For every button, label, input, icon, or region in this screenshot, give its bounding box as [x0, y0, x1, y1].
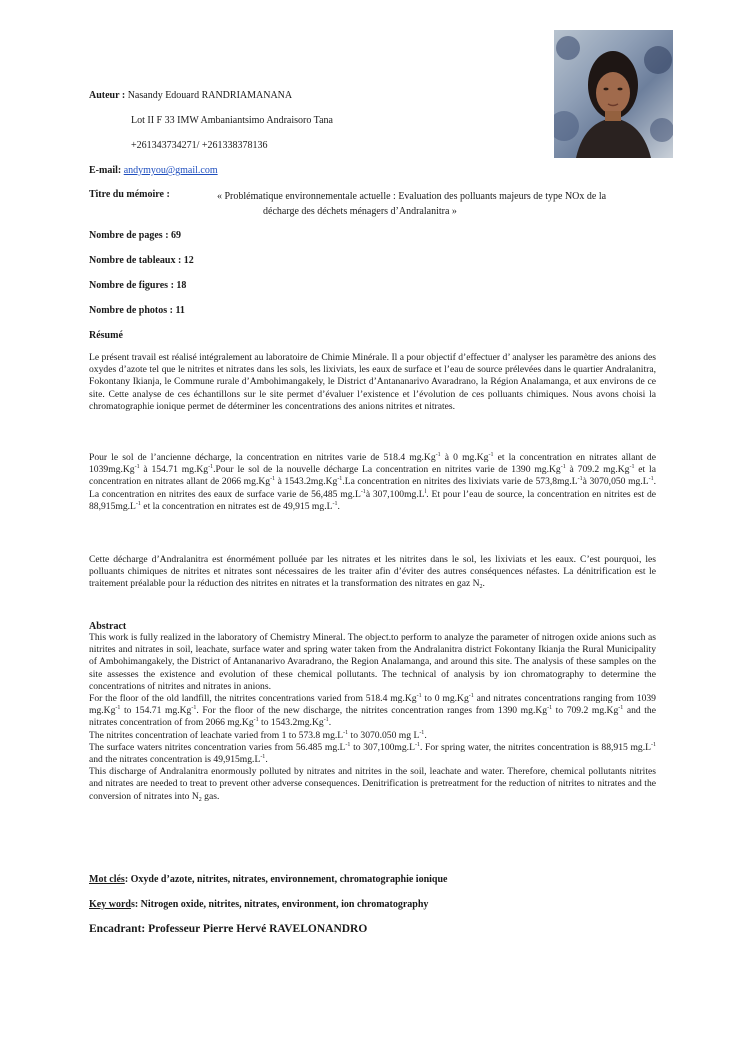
resume-p3: Cette décharge d’Andralanitra est énormément polluée par les nitrates et les nitrites dans le sol, les lixiviats et les eaux. C’est pourquoi, les polluants chimiques de nitrites et nitrates sont nécessaires de les traiter afin d’éviter des autres conséquences néfastes. La dénitrification est le traitement préalable pour la réduction des nitrites en nitrates et la transformation des nitrates en gaz N — [89, 554, 656, 590]
keywords-en-label: Key word — [89, 899, 131, 910]
photos-count: Nombre de photos : 11 — [89, 305, 185, 316]
author-phone: +261343734271/ +261338378136 — [131, 140, 268, 151]
email-label: E-mail: — [89, 165, 122, 176]
abstract-heading: Abstract — [89, 621, 127, 632]
author-line — [89, 89, 292, 102]
email-link[interactable]: andymyou@gmail.com — [123, 165, 218, 176]
resume-p2: Pour le sol de l’ancienne décharge, la concentration en nitrites varie de 518.4 $mg.Kg^{-1}$ à 0 $mg.Kg^{-1}$ et la concentration en nitrates allant de $1039mg.Kg^{-1}$ à 154.71 $mg.Kg^{-1}.Pour$ le sol de la nouvelle décharge La concentration en nitrites varie de 1390 $mg.Kg^{-1}$ à 709.2 $mg.Kg^{-1}$ et la concentration en nitrates allant de 2066 $mg.Kg^{-1}$ à $1543.2mg.Kg^{-1}.La$ concentration en nitrites des lixiviats varie de $573,8mg.L^{-1}à$ 3070,050 $mg.L^{-1}$. La concentration en nitrites des eaux de surface varie de 56,485 $mg.L^{-1}à$ $307,100mg.L^l$. Et pour l’eau de source, la concentration en nitrites est de $88,915mg.L^{-1}$ et la concentration en nitrates est de 49,915 $mg.L^{-1}$. — [89, 452, 656, 512]
author-address: Lot II F 33 IMW Ambaniantsimo Andraisoro Tana — [131, 115, 333, 126]
author-name: Nasandy Edouard RANDRIAMANANA — [127, 90, 293, 101]
abstract-p5: This discharge of Andralanitra enormously polluted by nitrates and nitrites in the soil, leachate and water. Therefore, chemical pollutants nitrites and nitrates are needed to treat to prevent other adverse consequences. Denitrification is pretreatment for the reduction of nitrites to nitrates and the conversion of nitrates into N — [89, 766, 656, 802]
resume-heading: Résumé — [89, 330, 123, 341]
author-label: Auteur : — [89, 90, 126, 101]
abstract-body: This work is fully realized in the laboratory of Chemistry Mineral. The object.to perform to analyze the parameter of nitrogen oxide anions such as nitrites and nitrates in soil, leachate, surface water and spring water taken from the Andralanitra district Fokontany Ikianja the Rural Municipality of Ambohimangakely, the District of Antananarivo Avaradrano, the Region Analamanga, and around this site. The analysis of these samples on the site assesses the existence and evolution of these chemical pollutants. The technical of analysis by ion chromatography to determine the concentrations of nitrites and nitrates in anions. For the floor of the old landfill, the nitrites concentrations varied from 518.4 $mg.Kg^{-1}$ to 0 $mg.Kg^{-1}$ and nitrates concentrations ranging from 1039 $mg.Kg^{-1}$ to 154.71 $mg.Kg^{-1}$. For the floor of the new discharge, the nitrites concentration ranges from 1390 $mg.Kg^{-1}$ to 709.2 $mg.Kg^{-1}$ and the nitrates concentration of from 2066 $mg.Kg^{-1}$ to $1543.2mg.Kg^{-1}$. The nitrites concentration of leachate varied from 1 to 573.8 $mg.L^{-1}$ to 3070.050 mg $L^{-1}$. The surface waters nitrites concentration varies from 56.485 $mg.L^{-1}$ to $307,100mg.L^{-1}$. For spring water, the nitrites concentration is 88,915 $mg.L^{-1}$ and the nitrates concentration is $49,915mg.L^{-1}$. This discharge of Andralanitra enormously polluted by nitrates and nitrites in the soil, leachate and water. Therefore, chemical pollutants nitrites and nitrates are needed to treat to prevent other adverse consequences. Denitrification is pretreatment for the reduction of nitrites to nitrates and the conversion of nitrates into $N_2$ gas. — [89, 632, 656, 803]
keywords-en — [89, 898, 428, 911]
memoire-title — [217, 189, 657, 219]
abstract-p2: For the floor of the old landfill, the nitrites concentrations varied from 518.4 $mg.Kg^{-1}$ to 0 $mg.Kg^{-1}$ and nitrates concentrations ranging from 1039 $mg.Kg^{-1}$ to 154.71 $mg.Kg^{-1}$. For the floor of the new discharge, the nitrites concentration ranges from 1390 $mg.Kg^{-1}$ to 709.2 $mg.Kg^{-1}$ and the nitrates concentration of from 2066 $mg.Kg^{-1}$ to $1543.2mg.Kg^{-1}$. — [89, 693, 656, 729]
email-line — [89, 164, 218, 177]
resume-paragraph-3: Cette décharge d’Andralanitra est énormément polluée par les nitrates et les nitrites dans le sol, les lixiviats et les eaux. C’est pourquoi, les polluants chimiques de nitrites et nitrates sont nécessaires de les traiter afin d’éviter des autres conséquences néfastes. La dénitrification est le traitement préalable pour la réduction des nitrites en nitrates et la transformation des nitrates en gaz $N_2$. — [89, 554, 656, 591]
memoire-title-line2: décharge des déchets ménagers d’Andralanitra » — [263, 206, 457, 217]
figures-count: Nombre de figures : 18 — [89, 280, 187, 291]
keywords-fr — [89, 873, 447, 886]
pages-count: Nombre de pages : 69 — [89, 230, 182, 241]
resume-p1: Le présent travail est réalisé intégralement au laboratoire de Chimie Minérale. Il a pour objectif d’effectuer d’ analyser les paramètre des anions des oxydes d’azote tel que le nitrites et nitrates dans les sols, les lixiviats, les eaux de surface et l’eau de source prélevées dans le quartier Andralanitra, Fokontany Ikianja, le Commune rurale d’Ambohimangakely, le District d’Antananarivo Avaradrano, la Région Analamanga, et aux environs de ce site. Cette analyse de ces échantillons sur le site permet d’évaluer l’existence et l’évolution de ces polluants chimiques. Nous avons choisi la chromatographie ionique permet de déterminer les concentrations des anions nitrites et nitrates. — [89, 352, 656, 412]
abstract-p4: The surface waters nitrites concentration varies from 56.485 $mg.L^{-1}$ to $307,100mg.L^{-1}$. For spring water, the nitrites concentration is 88,915 $mg.L^{-1}$ and the nitrates concentration is $49,915mg.L^{-1}$. — [89, 741, 656, 766]
abstract-p1: This work is fully realized in the laboratory of Chemistry Mineral. The object.to perform to analyze the parameter of nitrogen oxide anions such as nitrites and nitrates in soil, leachate, surface water and spring water taken from the Andralanitra district Fokontany Ikianja the Rural Municipality of Ambohimangakely, the District of Antananarivo Avaradrano, the Region Analamanga, and around this site. The analysis of these samples on the site assesses the existence and evolution of these chemical pollutants. The technical of analysis by ion chromatography to determine the concentrations of nitrites and nitrates in anions. — [89, 632, 656, 692]
resume-paragraph-1 — [89, 352, 656, 413]
memoire-title-line1: « Problématique environnementale actuelle : Evaluation des polluants majeurs de type NOx de la — [217, 191, 607, 202]
keywords-en-text: s: Nitrogen oxide, nitrites, nitrates, environment, ion chromatography — [130, 899, 429, 910]
resume-paragraph-2 — [89, 452, 656, 513]
abstract-p3: The nitrites concentration of leachate varied from 1 to 573.8 $mg.L^{-1}$ to 3070.050 mg $L^{-1}$. — [89, 729, 427, 741]
keywords-fr-label: Mot clés — [89, 874, 125, 885]
tables-count: Nombre de tableaux : 12 — [89, 255, 194, 266]
keywords-fr-text: : Oxyde d’azote, nitrites, nitrates, environnement, chromatographie ionique — [124, 874, 448, 885]
memoire-title-label: Titre du mémoire : — [89, 189, 170, 200]
author-photo — [554, 30, 673, 158]
supervisor: Encadrant: Professeur Pierre Hervé RAVELONANDRO — [89, 923, 368, 935]
